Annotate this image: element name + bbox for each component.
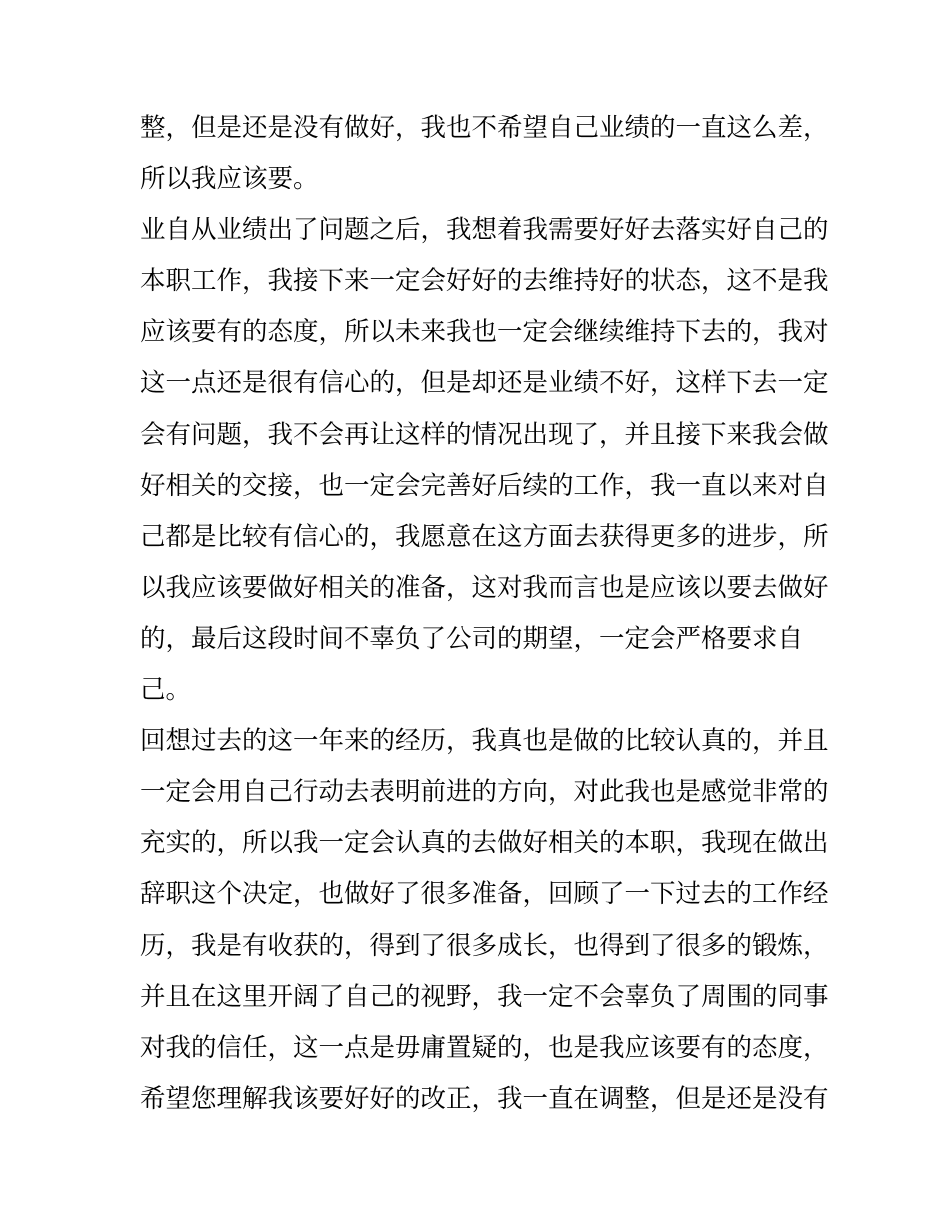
text-line: 的，最后这段时间不辜负了公司的期望，一定会严格要求自	[140, 623, 804, 654]
text-line: 辞职这个决定，也做好了很多准备，回顾了一下过去的工作经	[140, 879, 829, 910]
text-line: 一定会用自己行动去表明前进的方向，对此我也是感觉非常的	[140, 777, 829, 808]
text-line: 这一点还是很有信心的，但是却还是业绩不好，这样下去一定	[140, 368, 829, 399]
text-line: 应该要有的态度，所以未来我也一定会继续维持下去的，我对	[140, 317, 829, 348]
text-line: 整，但是还是没有做好，我也不希望自己业绩的一直这么差，	[140, 113, 829, 143]
text-line: 历，我是有收获的，得到了很多成长，也得到了很多的锻炼，	[140, 930, 829, 961]
text-line: 充实的，所以我一定会认真的去做好相关的本职，我现在做出	[140, 828, 829, 859]
text-line: 己。	[140, 675, 192, 706]
text-line: 好相关的交接，也一定会完善好后续的工作，我一直以来对自	[140, 470, 829, 501]
document-body	[140, 103, 829, 1125]
text-line: 己都是比较有信心的，我愿意在这方面去获得更多的进步，所	[140, 521, 829, 552]
text-line: 以我应该要做好相关的准备，这对我而言也是应该以要去做好	[140, 572, 829, 603]
text-line: 并且在这里开阔了自己的视野，我一定不会辜负了周围的同事	[140, 981, 829, 1012]
text-line: 业自从业绩出了问题之后，我想着我需要好好去落实好自己的	[140, 215, 829, 246]
text-line: 本职工作，我接下来一定会好好的去维持好的状态，这不是我	[140, 266, 829, 297]
text-line: 对我的信任，这一点是毋庸置疑的，也是我应该要有的态度，	[140, 1032, 829, 1063]
text-line: 希望您理解我该要好好的改正，我一直在调整，但是还是没有	[140, 1083, 829, 1114]
text-line: 回想过去的这一年来的经历，我真也是做的比较认真的，并且	[140, 726, 829, 757]
text-line: 所以我应该要。	[140, 164, 319, 195]
text-line: 会有问题，我不会再让这样的情况出现了，并且接下来我会做	[140, 419, 829, 450]
